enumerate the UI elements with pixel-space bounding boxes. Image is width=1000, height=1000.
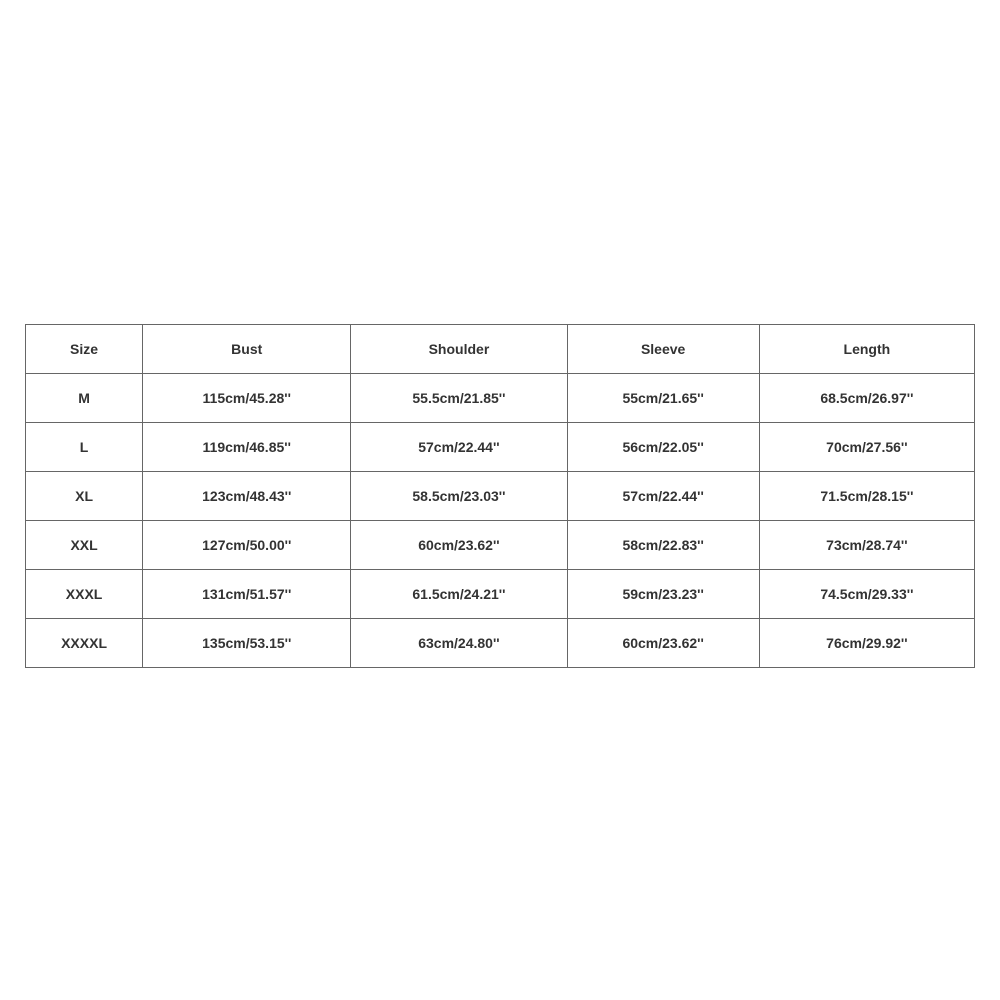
cell-bust: 127cm/50.00'' [143,521,351,570]
header-bust: Bust [143,325,351,374]
table-row [26,570,975,619]
cell-shoulder: 60cm/23.62'' [351,521,567,570]
cell-length: 71.5cm/28.15'' [759,472,974,521]
cell-sleeve: 59cm/23.23'' [567,570,759,619]
header-size: Size [26,325,143,374]
cell-shoulder: 58.5cm/23.03'' [351,472,567,521]
header-length: Length [759,325,974,374]
header-shoulder: Shoulder [351,325,567,374]
cell-size: XXL [26,521,143,570]
table-row [26,472,975,521]
cell-sleeve: 60cm/23.62'' [567,619,759,668]
header-sleeve: Sleeve [567,325,759,374]
cell-bust: 123cm/48.43'' [143,472,351,521]
table-row [26,423,975,472]
cell-shoulder: 61.5cm/24.21'' [351,570,567,619]
cell-length: 68.5cm/26.97'' [759,374,974,423]
cell-size: XXXL [26,570,143,619]
cell-shoulder: 63cm/24.80'' [351,619,567,668]
table-row [26,374,975,423]
cell-sleeve: 56cm/22.05'' [567,423,759,472]
cell-sleeve: 57cm/22.44'' [567,472,759,521]
cell-shoulder: 57cm/22.44'' [351,423,567,472]
cell-bust: 135cm/53.15'' [143,619,351,668]
cell-sleeve: 55cm/21.65'' [567,374,759,423]
cell-size: XL [26,472,143,521]
cell-bust: 119cm/46.85'' [143,423,351,472]
cell-length: 76cm/29.92'' [759,619,974,668]
size-chart-table [25,324,975,668]
cell-bust: 131cm/51.57'' [143,570,351,619]
cell-size: XXXXL [26,619,143,668]
cell-bust: 115cm/45.28'' [143,374,351,423]
cell-size: M [26,374,143,423]
cell-sleeve: 58cm/22.83'' [567,521,759,570]
cell-length: 74.5cm/29.33'' [759,570,974,619]
cell-shoulder: 55.5cm/21.85'' [351,374,567,423]
table-row [26,619,975,668]
table-header-row [26,325,975,374]
cell-size: L [26,423,143,472]
cell-length: 70cm/27.56'' [759,423,974,472]
table-row [26,521,975,570]
cell-length: 73cm/28.74'' [759,521,974,570]
